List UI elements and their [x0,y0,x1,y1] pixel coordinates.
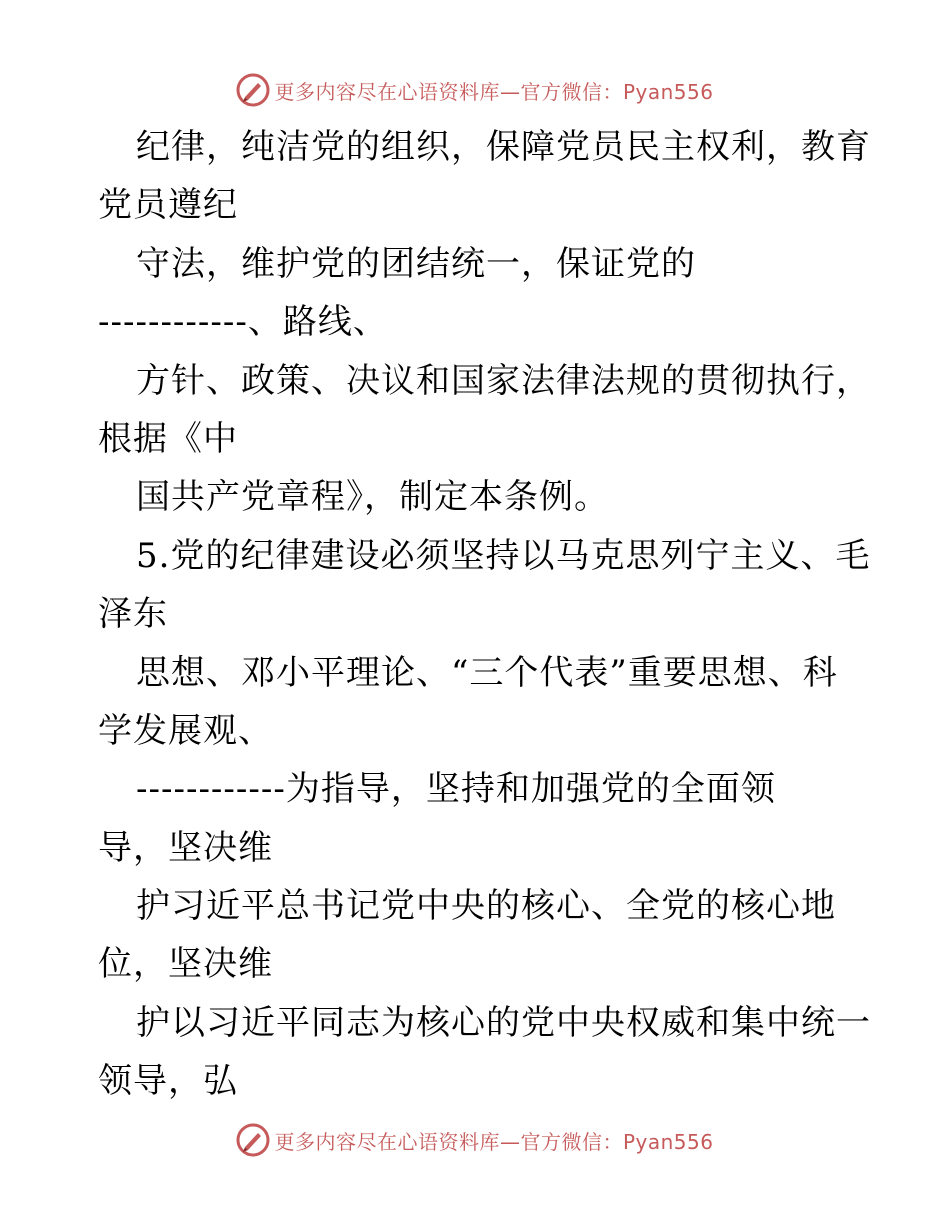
text-line: ------------为指导，坚持和加强党的全面领 [136,769,776,810]
pen-logo-icon [236,73,270,107]
text-line: ------------、路线、 [98,302,388,343]
text-line: 思想、邓小平理论、“三个代表”重要思想、科 [136,652,838,693]
text-line: 5.党的纪律建设必须坚持以马克思列宁主义、毛 [136,535,871,576]
text-line: 纪律，纯洁党的组织，保障党员民主权利，教育 [136,127,871,167]
watermark-text: 更多内容尽在心语资料库—官方微信：Pyan556 [274,79,714,104]
document-body [98,118,871,1111]
text-line: 学发展观、 [98,710,273,751]
pen-logo-icon [236,1123,270,1157]
text-line: 方针、政策、决议和国家法律法规的贯彻执行， [136,360,871,401]
watermark-text: 更多内容尽在心语资料库—官方微信：Pyan556 [274,1129,714,1154]
footer-watermark [0,1120,950,1160]
text-line: 导，坚决维 [98,827,273,868]
text-line: 护以习近平同志为核心的党中央权威和集中统一 [136,1002,871,1043]
text-line: 党员遵纪 [98,185,238,226]
text-line: 国共产党章程》，制定本条例。 [136,477,609,518]
text-line: 领导，弘 [98,1061,238,1102]
text-line: 守法，维护党的团结统一，保证党的 [136,243,696,284]
text-line: 位，坚决维 [98,944,273,985]
text-line: 泽东 [98,594,168,635]
text-line: 护习近平总书记党中央的核心、全党的核心地 [136,886,836,927]
header-watermark [0,70,950,110]
text-line: 根据《中 [98,418,238,459]
